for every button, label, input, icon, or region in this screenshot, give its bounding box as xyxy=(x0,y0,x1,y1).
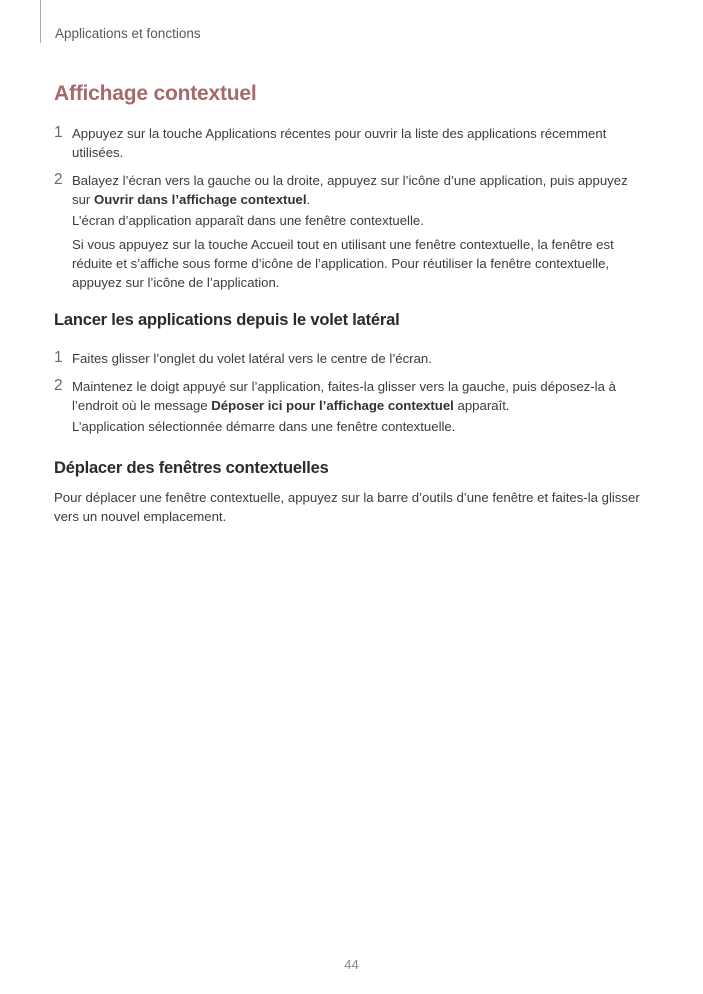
step-text xyxy=(72,124,649,162)
subsection-title-side-panel: Lancer les applications depuis le volet latéral xyxy=(54,311,400,329)
step-result-text: L’écran d’application apparaît dans une fenêtre contextuelle. xyxy=(72,213,424,228)
header-divider xyxy=(40,0,41,43)
step-result-text: L’application sélectionnée démarre dans une fenêtre contextuelle. xyxy=(72,419,456,434)
step-paragraph xyxy=(72,377,649,415)
step-number: 1 xyxy=(54,124,63,141)
step-bold-run: Déposer ici pour l’affichage contextuel xyxy=(211,398,454,413)
step-number: 2 xyxy=(54,377,63,394)
steps-list-side-panel xyxy=(54,349,649,436)
step-paragraph xyxy=(72,171,649,209)
step-text xyxy=(72,377,649,436)
step-item xyxy=(54,377,649,436)
step-text-run: Balayez l’écran vers la gauche ou la droite, appuyez sur l’icône d’une application, puis appuyez sur xyxy=(72,173,628,207)
page-number: 44 xyxy=(344,957,359,972)
note-paragraph: Si vous appuyez sur la touche Accueil tout en utilisant une fenêtre contextuelle, la fenêtre est réduite et s’affiche sous forme d’icône de l’application. Pour réutiliser la fenêtre contextuelle, appuyez sur l’icône de l’application. xyxy=(72,237,614,290)
step-paragraph: Appuyez sur la touche Applications récentes pour ouvrir la liste des applications récemment utilisées. xyxy=(72,126,607,160)
step-paragraph: Faites glisser l’onglet du volet latéral vers le centre de l’écran. xyxy=(72,351,432,366)
step-number: 2 xyxy=(54,171,63,188)
steps-list-popup-view xyxy=(54,124,649,230)
step-text-run: . xyxy=(306,192,311,207)
step-item xyxy=(54,124,649,162)
step-bold-run: Ouvrir dans l’affichage contextuel xyxy=(93,192,307,207)
step-text-run: Maintenez le doigt appuyé sur l’application, faites-la glisser vers la gauche, puis déposez-la à l’endroit où le message xyxy=(72,379,616,413)
step-number: 1 xyxy=(54,349,63,366)
section-title: Affichage contextuel xyxy=(54,82,257,105)
step-text xyxy=(72,171,649,230)
step-item xyxy=(54,349,649,368)
step-text xyxy=(72,349,649,368)
content-area xyxy=(54,0,649,526)
body-paragraph: Pour déplacer une fenêtre contextuelle, appuyez sur la barre d’outils d’une fenêtre et faites-la glisser vers un nouvel emplacement. xyxy=(54,490,640,524)
chapter-header: Applications et fonctions xyxy=(55,26,201,41)
step-item xyxy=(54,171,649,230)
step-text-run: apparaît. xyxy=(453,398,510,413)
subsection-title-move-windows: Déplacer des fenêtres contextuelles xyxy=(54,459,329,477)
